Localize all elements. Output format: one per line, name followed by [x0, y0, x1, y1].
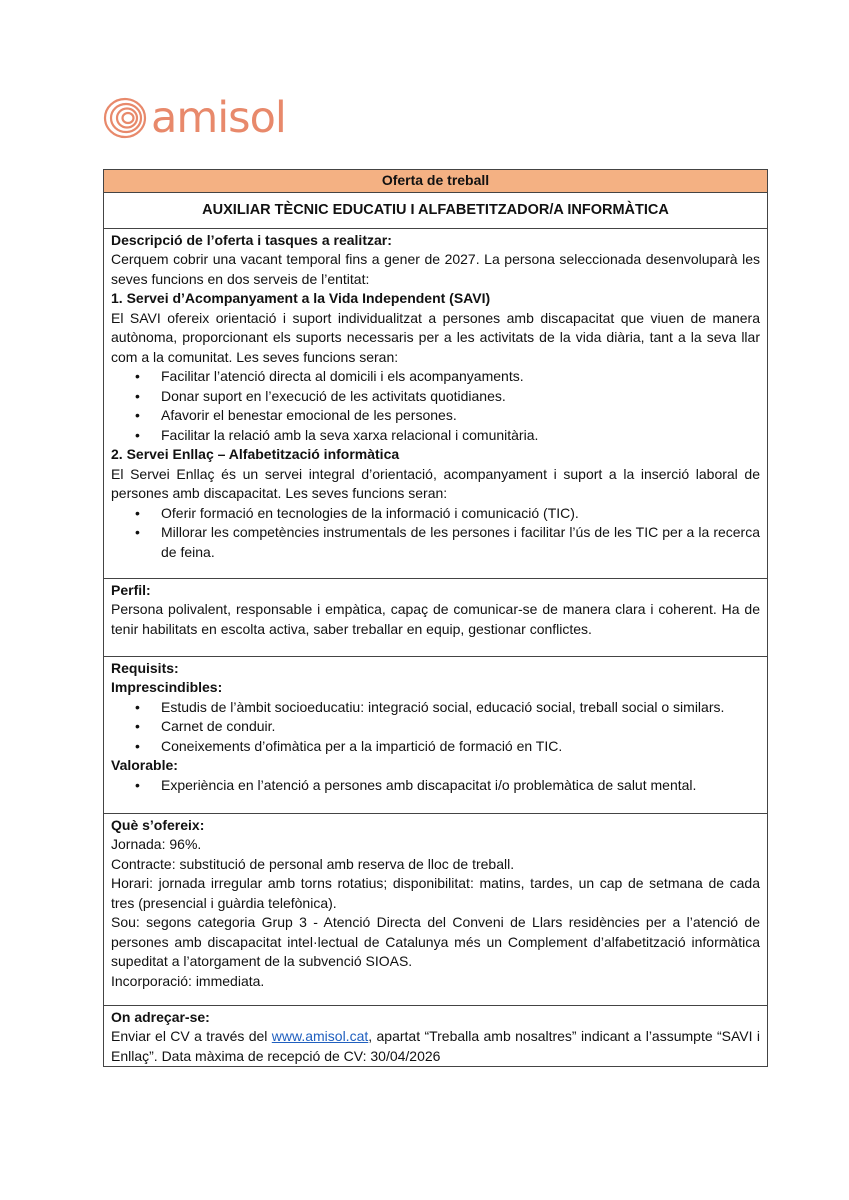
list-item: • Experiència en l’atenció a persones amb discapacitat i/o problemàtica de salut mental. [161, 776, 760, 796]
apply-heading: On adreçar-se: [111, 1008, 210, 1025]
profile-text: Persona polivalent, responsable i empàtica, capaç de comunicar-se de manera clara i coherent. Ha de tenir habilitats en escolta activa, saber treballar en equip, gestionar conflictes. [111, 601, 760, 637]
service1-list [111, 367, 760, 445]
offer-line: Horari: jornada irregular amb torns rotatius; disponibilitat: matins, tardes, un cap de setmana de cada tres (presencial i guàrdia telefònica). [111, 875, 760, 911]
list-item: • Facilitar l’atenció directa al domicili i els acompanyaments. [161, 367, 760, 387]
required-heading: Imprescindibles: [111, 679, 223, 695]
service1-text: El SAVI ofereix orientació i suport individualitzat a persones amb discapacitat que viuen de manera autònoma, proporcionant els suports necessaris per a les activitats de la vida diària, tant a la seva llar com a la comunitat. Les seves funcions seran: [111, 309, 760, 365]
list-item: • Estudis de l’àmbit socioeducatiu: integració social, educació social, treball social o similars. [161, 698, 760, 718]
service1-heading: 1. Servei d’Acompanyament a la Vida Independent (SAVI) [111, 290, 491, 306]
list-item: • Carnet de conduir. [161, 717, 760, 737]
offer-section [104, 813, 768, 1005]
required-list [111, 698, 760, 757]
requirements-heading: Requisits: [111, 659, 179, 676]
service2-heading: 2. Servei Enllaç – Alfabetització informàtica [111, 446, 400, 462]
profile-heading: Perfil: [111, 581, 151, 598]
description-section [104, 228, 768, 578]
apply-section [104, 1005, 768, 1067]
requirements-section [104, 656, 768, 813]
list-item: • Oferir formació en tecnologies de la informació i comunicació (TIC). [161, 504, 760, 524]
apply-text [111, 1027, 760, 1066]
service2-list [111, 504, 760, 563]
description-heading: Descripció de l’oferta i tasques a realitzar: [111, 231, 392, 248]
profile-section [104, 578, 768, 656]
offer-line: Jornada: 96%. [111, 836, 202, 852]
apply-text-before: Enviar el CV a través del [111, 1028, 272, 1044]
amisol-logo [103, 92, 286, 143]
service2-text: El Servei Enllaç és un servei integral d’orientació, acompanyament i suport a la inserció laboral de persones amb discapacitat. Les seves funcions seran: [111, 465, 760, 501]
list-item: • Coneixements d’ofimàtica per a la impartició de formació en TIC. [161, 737, 760, 757]
amisol-website-link[interactable]: www.amisol.cat [271, 1028, 369, 1044]
apply-text-after: , apartat “Treballa amb nosaltres” indicant a l’assumpte “SAVI i Enllaç”. Data màxima de recepció de CV: 30/04/2026 [111, 1028, 760, 1064]
offer-line: Sou: segons categoria Grup 3 - Atenció Directa del Conveni de Llars residències per a l’atenció de persones amb discapacitat intel·lectual de Catalunya més un Complement d’alfabetització informàtica supeditat a l’atorgament de la subvenció SIOAS. [111, 914, 760, 969]
offer-line: Incorporació: immediata. [111, 972, 265, 989]
spiral-logo-icon [103, 96, 147, 140]
logo-text: amisol [151, 92, 286, 143]
offer-heading: Què s’ofereix: [111, 816, 205, 833]
valued-heading: Valorable: [111, 757, 178, 773]
description-intro: Cerquem cobrir una vacant temporal fins a gener de 2027. La persona seleccionada desenvoluparà les seves funcions en dos serveis de l’entitat: [111, 251, 760, 287]
offer-line: Contracte: substitució de personal amb reserva de lloc de treball. [111, 855, 515, 872]
list-item: • Donar suport en l’execució de les activitats quotidianes. [161, 387, 760, 407]
list-item: • Afavorir el benestar emocional de les persones. [161, 406, 760, 426]
valued-list [111, 776, 760, 796]
list-item: • Millorar les competències instrumentals de les persones i facilitar l’ús de les TIC per a la recerca de feina. [161, 523, 760, 562]
offer-header: Oferta de treball [104, 170, 768, 193]
list-item: • Facilitar la relació amb la seva xarxa relacional i comunitària. [161, 426, 760, 446]
job-title: AUXILIAR TÈCNIC EDUCATIU I ALFABETITZADOR/A INFORMÀTICA [104, 192, 768, 228]
job-offer-table [103, 169, 768, 1067]
